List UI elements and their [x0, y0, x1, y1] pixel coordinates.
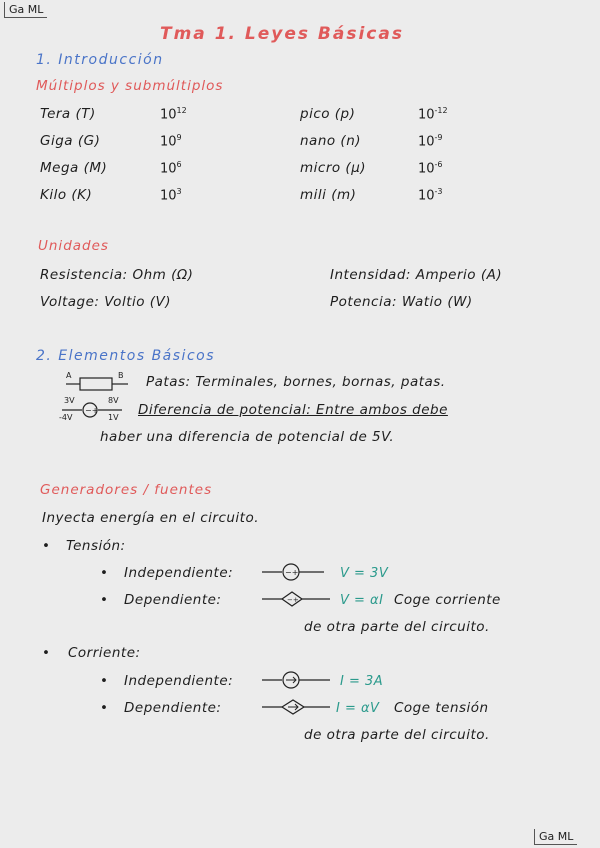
dependent-current-source-icon: [262, 697, 332, 717]
svg-text:−+: −+: [287, 596, 299, 604]
bullet-icon: •: [100, 592, 108, 608]
multiple-name: Giga (G): [40, 133, 101, 149]
bullet-icon: •: [42, 645, 50, 661]
page-title: Tma 1. Leyes Básicas: [160, 24, 404, 44]
unit-item: Potencia: Watio (W): [330, 294, 473, 310]
tension-dep-value: V = αI: [340, 593, 384, 608]
corriente-label: Corriente:: [68, 645, 141, 661]
corriente-dep-note1: Coge tensión: [394, 700, 489, 716]
svg-text:−+: −+: [285, 568, 299, 577]
submultiple-value: $10^{-6}$: [418, 160, 443, 177]
submultiple-name: micro (μ): [300, 160, 367, 176]
src-bottom-left: -4V: [59, 413, 73, 422]
tension-dep-label: Dependiente:: [124, 592, 222, 608]
multiple-name: Tera (T): [40, 106, 96, 122]
src-top-left: 3V: [64, 396, 75, 405]
bullet-icon: •: [100, 565, 108, 581]
diff-text-line2: haber una diferencia de potencial de 5V.: [100, 429, 395, 445]
tension-dep-note2: de otra parte del circuito.: [304, 619, 490, 635]
independent-current-source-icon: [262, 670, 332, 690]
resistor-icon: [64, 372, 134, 394]
inyecta-text: Inyecta energía en el circuito.: [42, 510, 260, 526]
src-bottom-right: 1V: [108, 413, 119, 422]
units-heading: Unidades: [38, 238, 109, 254]
tension-indep-label: Independiente:: [124, 565, 234, 581]
section2-heading: 2. Elementos Básicos: [36, 348, 216, 364]
corriente-dep-value: I = αV: [336, 701, 380, 716]
corriente-indep-value: I = 3A: [340, 674, 384, 689]
tension-dep-note1: Coge corriente: [394, 592, 501, 608]
submultiple-name: mili (m): [300, 187, 357, 203]
dependent-voltage-source-icon: [262, 589, 332, 609]
multiple-value: $10^6$: [160, 160, 182, 177]
multiple-name: Mega (M): [40, 160, 108, 176]
multiple-value: $10^3$: [160, 187, 182, 204]
unit-item: Intensidad: Amperio (A): [330, 267, 503, 283]
independent-voltage-source-icon: [262, 562, 326, 582]
svg-text:−+: −+: [85, 406, 99, 415]
multiple-value: $10^9$: [160, 133, 182, 150]
section1-heading: 1. Introducción: [36, 52, 164, 68]
corriente-dep-note2: de otra parte del circuito.: [304, 727, 490, 743]
submultiple-name: nano (n): [300, 133, 362, 149]
generators-heading: Generadores / fuentes: [40, 482, 213, 498]
corner-tag-top: Ga ML: [4, 2, 47, 18]
corriente-dep-label: Dependiente:: [124, 700, 222, 716]
diff-text-line1: Diferencia de potencial: Entre ambos debe: [138, 402, 448, 418]
multiples-heading: Múltiplos y submúltiplos: [36, 78, 224, 94]
submultiple-value: $10^{-3}$: [418, 187, 443, 204]
src-top-right: 8V: [108, 396, 119, 405]
corner-tag-bottom: Ga ML: [534, 829, 577, 845]
unit-item: Resistencia: Ohm (Ω): [40, 267, 194, 283]
corriente-indep-label: Independiente:: [124, 673, 234, 689]
bullet-icon: •: [100, 700, 108, 716]
submultiple-name: pico (p): [300, 106, 356, 122]
submultiple-value: $10^{-9}$: [418, 133, 443, 150]
resistor-label-b: B: [118, 371, 124, 380]
unit-item: Voltage: Voltio (V): [40, 294, 172, 310]
submultiple-value: $10^{-12}$: [418, 106, 448, 123]
multiple-value: $10^{12}$: [160, 106, 187, 123]
resistor-label-a: A: [66, 371, 72, 380]
patas-text: Patas: Terminales, bornes, bornas, patas.: [146, 374, 446, 390]
bullet-icon: •: [42, 538, 50, 554]
tension-indep-value: V = 3V: [340, 566, 389, 581]
tension-label: Tensión:: [66, 538, 126, 554]
bullet-icon: •: [100, 673, 108, 689]
multiple-name: Kilo (K): [40, 187, 93, 203]
